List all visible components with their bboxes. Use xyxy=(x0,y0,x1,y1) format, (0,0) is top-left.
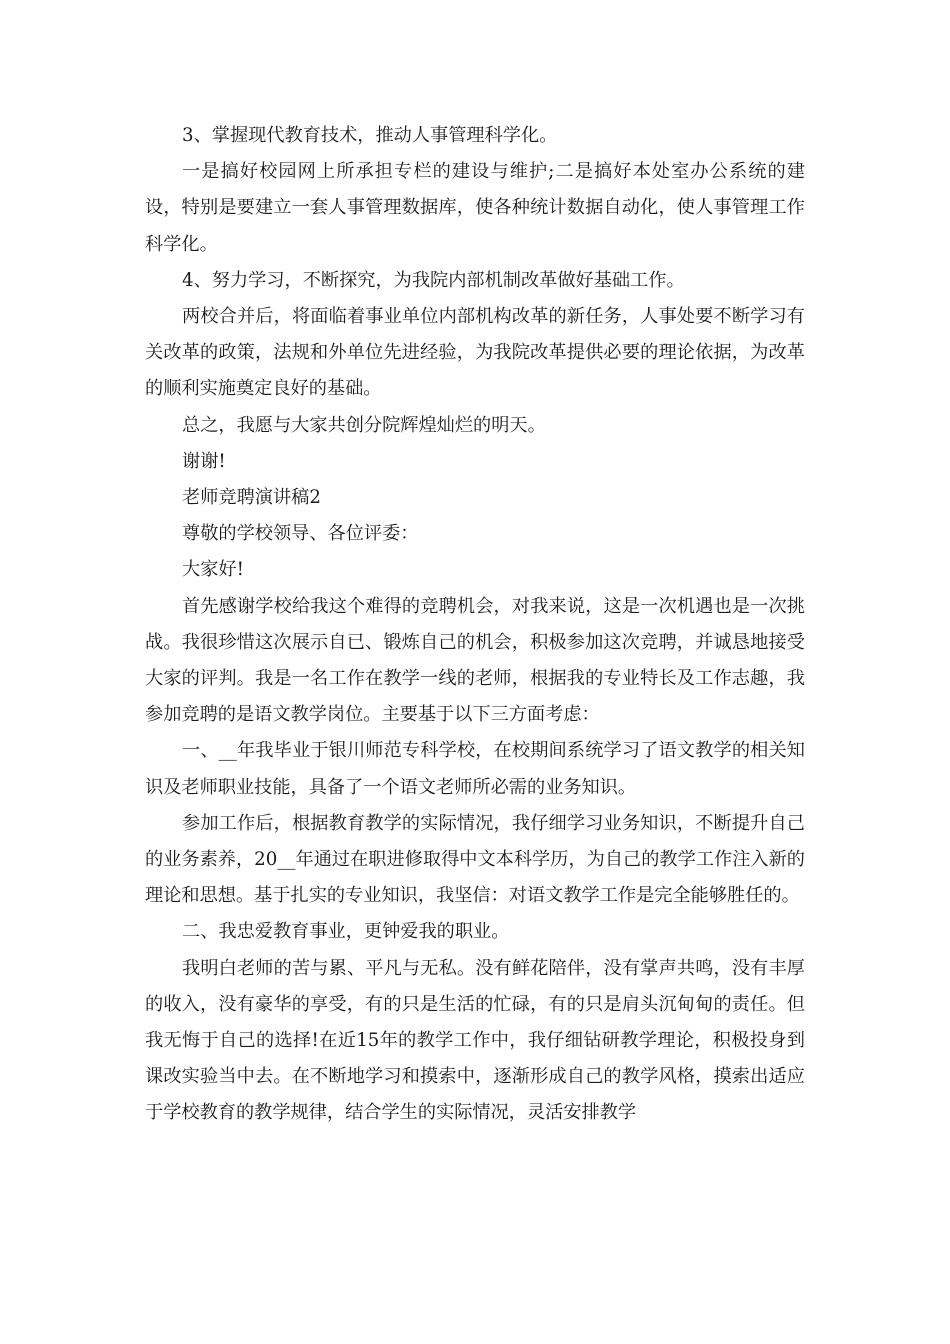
paragraph: 我明白老师的苦与累、平凡与无私。没有鲜花陪伴，没有掌声共鸣，没有丰厚的收入，没有豪华的享受，有的只是生活的忙碌，有的只是肩头沉甸甸的责任。但我无悔于自己的选择!在近15年的教学工作中，我仔细钻研教学理论，积极投身到课改实验当中去。在不断地学习和摸索中，逐渐形成自己的教学风格，摸索出适应于学校教育的教学规律，结合学生的实际情况，灵活安排教学 xyxy=(145,957,805,1124)
section-title: 老师竞聘演讲稿2 xyxy=(182,487,321,509)
salutation: 尊敬的学校领导、各位评委： xyxy=(182,523,419,545)
document-body xyxy=(145,118,805,1132)
paragraph: 谢谢! xyxy=(182,450,226,472)
paragraph: 一、__年我毕业于银川师范专科学校，在校期间系统学习了语文教学的相关知识及老师职业技能，具备了一个语文老师所必需的业务知识。 xyxy=(145,740,805,798)
paragraph: 一是搞好校园网上所承担专栏的建设与维护;二是搞好本处室办公系统的建设，特别是要建立一套人事管理数据库，使各种统计数据自动化，使人事管理工作科学化。 xyxy=(145,161,805,255)
paragraph: 4、努力学习，不断探究，为我院内部机制改革做好基础工作。 xyxy=(182,269,685,291)
paragraph: 参加工作后，根据教育教学的实际情况，我仔细学习业务知识，不断提升自己的业务素养，20__年通过在职进修取得中文本科学历，为自己的教学工作注入新的理论和思想。基于扎实的专业知识，我坚信：对语文教学工作是完全能够胜任的。 xyxy=(145,812,805,907)
paragraph: 首先感谢学校给我这个难得的竞聘机会，对我来说，这是一次机遇也是一次挑战。我很珍惜这次展示自已、锻炼自己的机会，积极参加这次竞聘，并诚恳地接受大家的评判。我是一名工作在教学一线的老师，根据我的专业特长及工作志趣，我参加竞聘的是语文教学岗位。主要基于以下三方面考虑： xyxy=(145,595,805,726)
paragraph: 二、我忠爱教育事业，更钟爱我的职业。 xyxy=(182,921,510,943)
paragraph: 3、掌握现代教育技术，推动人事管理科学化。 xyxy=(182,125,558,146)
greeting: 大家好! xyxy=(182,559,244,581)
paragraph: 两校合并后，将面临着事业单位内部机构改革的新任务，人事处要不断学习有关改革的政策，法规和外单位先进经验，为我院改革提供必要的理论依据，为改革的顺利实施奠定良好的基础。 xyxy=(145,306,805,400)
paragraph: 总之，我愿与大家共创分院辉煌灿烂的明天。 xyxy=(182,414,546,436)
